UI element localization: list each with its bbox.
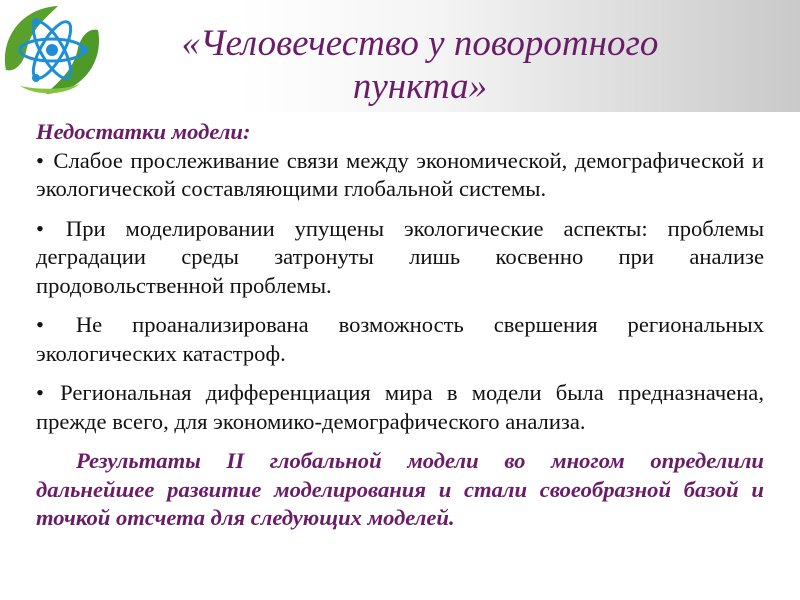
bullet-text: Региональная дифференциация мира в модели была предназначена, прежде всего, для экономико-демографического анализа. <box>36 380 764 434</box>
bullet-marker: • <box>36 147 44 173</box>
bullet-item <box>36 215 764 301</box>
bullet-item <box>36 147 764 204</box>
bullet-item <box>36 311 764 368</box>
slide-title: «Человечество у поворотного пункта» <box>181 23 659 107</box>
bullet-item <box>36 379 764 436</box>
bullet-text: Слабое прослеживание связи между экономической, демографической и экологической составляющими глобальной системы. <box>36 147 764 201</box>
subheading: Недостатки модели: <box>36 119 251 144</box>
slide-body <box>36 118 764 533</box>
conclusion-text: Результаты II глобальной модели во многом определили дальнейшее развитие моделирования и стали своеобразной базой и точкой отсчета для следующих моделей. <box>36 448 764 530</box>
atom-leaf-logo-icon <box>0 0 104 100</box>
bullet-marker: • <box>36 380 44 405</box>
bullet-text: Не проанализирована возможность свершения региональных экологических катастроф. <box>36 312 764 366</box>
bullet-text: При моделировании упущены экологические аспекты: проблемы деградации среды затронуты лишь косвенно при анализе продовольственной проблемы. <box>36 215 764 298</box>
bullet-marker: • <box>36 215 44 241</box>
bullet-marker: • <box>36 312 44 337</box>
